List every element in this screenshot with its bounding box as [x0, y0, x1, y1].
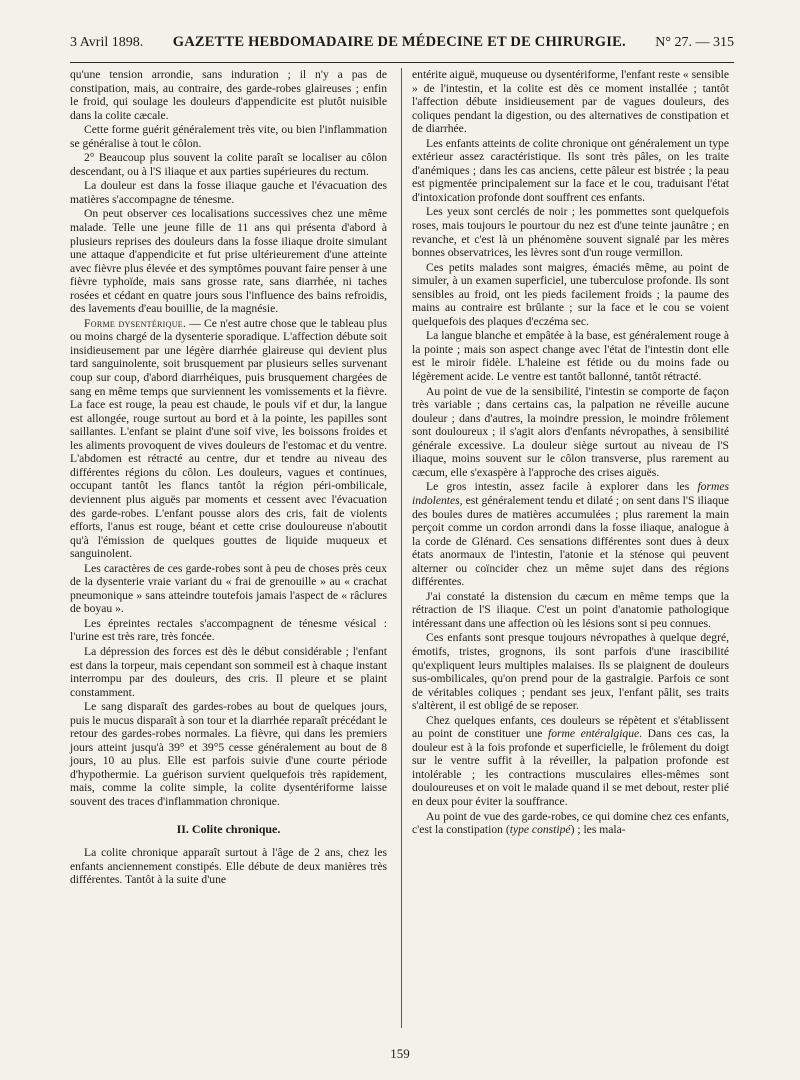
- italic-term: forme entéralgique: [547, 727, 640, 741]
- paragraph: La colite chronique apparaît surtout à l'âge de 2 ans, chez les enfants anciennement constipés. Elle débute de deux manières très différentes. Tantôt à la suite d'une: [70, 846, 387, 887]
- paragraph: Les yeux sont cerclés de noir ; les pommettes sont quelquefois roses, mais toujours le pourtour du nez est d'une teinte jaunâtre ; en revanche, et c'est là un phénomène souvent signalé par les mères bonnes observatrices, les lèvres sont d'un rouge vermillon.: [412, 205, 729, 260]
- paragraph-text: — Ce n'est autre chose que le tableau plus ou moins chargé de la dysenterie sporadique. L'affection débute soit insidieusement par une légère diarrhée glaireuse qui devient plus tard sanguinolente, soit brusquement par plusieurs selles survenant coup sur coup, d'abord diarrhéiques, puis brusquement chargées de sang en même temps que surviennent les vomissements et la fièvre. La face est rouge, la peau est chaude, le pouls vif et dur, la langue est allongée, rouge surtout au bord et à la pointe, les papilles sont saillantes. L'enfant se plaint d'une soif vive, les boissons froides et les aliments provoquent de vives douleurs de l'estomac et du ventre. L'abdomen est rétracté au centre, dur et tendre au niveau des différentes régions du côlon. Les douleurs, vagues et continues, occupant tantôt les flancs tantôt la région péri-ombilicale, deviennent plus aiguës par moments et cessent avec l'évacuation des garde-robes. L'enfant pousse alors des cris, fait de violents efforts, l'anus est rouge, béant et cette crise douloureuse n'aboutit qu'à l'émission de quelques gouttes de liquide muqueux et sanguinolent.: [70, 316, 387, 561]
- paragraph: Les caractères de ces garde-robes sont à peu de choses près ceux de la dysenterie vraie variant du « frai de grenouille » au « crachat pneumonique » sans atteindre toutefois jamais l'aspect de « râclures de boyau ».: [70, 561, 387, 616]
- paragraph: On peut observer ces localisations successives chez une même malade. Telle une jeune fille de 11 ans qui présenta d'abord à plusieurs reprises des douleurs dans la fosse iliaque droite simulant une attaque d'appendicite et fut prise ultérieurement d'une atteinte avec fièvre plus élevée et des symptômes pouvant faire penser à une fièvre typhoïde, mais sans grosse rate, sans diarrhée, ni taches rosées et cédant en quatre jours sous l'influence des bains refroidis, des lavements d'eau bouillie, de la magnésie.: [70, 207, 387, 316]
- paragraph: Les enfants atteints de colite chronique ont généralement un type extérieur assez caractéristique. Ils sont très pâles, on les traite d'anémiques ; dans les cas anciens, cette pâleur est bistrée ; la peau est pigmentée principalement sur la face et le cou, traduisant l'état d'intoxication profonde dont souffrent ces enfants.: [412, 136, 729, 204]
- italic-term: formes indolentes: [412, 480, 729, 507]
- left-column: [70, 68, 387, 888]
- paragraph: 2° Beaucoup plus souvent la colite paraît se localiser au côlon descendant, ou à l'S iliaque et aux parties supérieures du rectum.: [70, 151, 387, 178]
- paragraph: [412, 480, 729, 588]
- section-heading: II. Colite chronique.: [176, 821, 281, 836]
- paragraph-text: . Dans ces cas, la douleur est à la fois profonde et superficielle, le frôlement du doigt sur le ventre suffit à la réveiller, la palpation profonde est intolérable ; les contractions musculaires elles-mêmes sont douloureuses et on voit le malade quand il se met debout, rester plié en deux pour éviter la souffrance.: [412, 727, 729, 808]
- paragraph-text: Au point de vue des garde-robes, ce qui domine chez ces enfants, c'est la constipation (: [412, 809, 729, 837]
- paragraph: qu'une tension arrondie, sans induration ; il n'y a pas de constipation, mais, au contraire, des garde-robes glaireuses ; enfin le froid, qui soulage les douleurs d'appendicite est plutôt nuisible dans la colite cæcale.: [70, 68, 387, 122]
- paragraph: Les épreintes rectales s'accompagnent de ténesme vésical : l'urine est très rare, très foncée.: [70, 616, 387, 644]
- paragraph-text: , est généralement tendu et dilaté ; on sent dans l'S iliaque des boules dures de matières accumulées ; plus rarement la main perçoit comme un cordon arrondi dans la fosse iliaque, analogue à la corde de Glénard. Ces sensations différentes sont dues à deux états anormaux de l'intestin, l'atonie et la sténose qui peuvent alterner ou coïncider chez un même sujet dans des régions différentes.: [412, 493, 729, 589]
- paragraph: [412, 714, 729, 809]
- paragraph-text: Chez quelques enfants, ces douleurs se répètent et s'établissent au point de constituer une: [412, 713, 729, 741]
- paragraph: Au point de vue de la sensibilité, l'intestin se comporte de façon très variable ; dans certains cas, la palpation ne réveille aucune douleur ; dans d'autres, la moindre pression, le moindre frôlement sont douloureux ; il s'agit alors d'enfants névropathes, à sensibilité générale excessive. La douleur siège surtout au niveau de l'S iliaque, moins souvent sur le côlon transverse, plus rarement au cæcum, elle s'exaspère à l'approche des crises aiguës.: [412, 384, 729, 479]
- column-divider: [401, 68, 402, 1028]
- paragraph: [412, 810, 729, 837]
- right-column: [412, 68, 729, 838]
- paragraph: Cette forme guérit généralement très vite, ou bien l'inflammation se généralise à tout le côlon.: [70, 123, 387, 150]
- header-issue-number: N° 27. — 315: [655, 35, 734, 50]
- paragraph: La langue blanche et empâtée à la base, est généralement rouge à la pointe ; mais son aspect change avec l'état de l'intestin dont elle est le miroir fidèle. L'haleine est fétide ou du moins fade ou légèrement acide. Le ventre est tantôt ballonné, tantôt rétracté.: [412, 329, 729, 384]
- paragraph: La douleur est dans la fosse iliaque gauche et l'évacuation des matières s'accompagne de ténesme.: [70, 179, 387, 206]
- run-in-heading: Forme dysentérique.: [84, 316, 187, 330]
- paragraph: J'ai constaté la distension du cæcum en même temps que la rétraction de l'S iliaque. C'est un point d'anatomie pathologique intéressant dans une affection où les lésions sont si peu connues.: [412, 589, 729, 630]
- header-journal-title: GAZETTE HEBDOMADAIRE DE MÉDECINE ET DE CHIRURGIE.: [172, 34, 626, 50]
- header-rule: [70, 62, 734, 63]
- header-date: 3 Avril 1898.: [70, 35, 144, 50]
- running-header: [70, 34, 734, 56]
- paragraph-text: ) ; les mala-: [570, 823, 626, 837]
- paragraph: Le sang disparaît des gardes-robes au bout de quelques jours, puis le mucus disparaît à son tour et la diarrhée reparaît précédant le retour des gardes-robes normales. La fièvre, qui dans les premiers jours atteint jusqu'à 39° et 39°5 cesse généralement au bout de 8 jours, 10 au plus. Elle est parfois suivie d'une courte période d'hypothermie. La guérison survient quelquefois très rapidement, mais, comme la colite simple, la colite dysentériforme laisse souvent des traces d'inflammation chronique.: [70, 700, 387, 808]
- page-number: 159: [390, 1046, 410, 1061]
- paragraph: Ces petits malades sont maigres, émaciés même, au point de simuler, à un examen superficiel, une tuberculose profonde. Ils sont sensibles au froid, ont les pieds facilement froids ; la paume des mains au contraire est brûlante ; sur la face et le cou se voient quelquefois des plaques d'eczéma sec.: [412, 260, 729, 328]
- paragraph: La dépression des forces est dès le début considérable ; l'enfant est dans la torpeur, mais cependant son sommeil est à chaque instant interrompu par des douleurs, des cris. Il pleure et se plaint constamment.: [70, 644, 387, 699]
- italic-term: type constipé: [509, 823, 571, 837]
- paragraph-text: Le gros intestin, assez facile à explorer dans les: [426, 480, 698, 494]
- paragraph: [70, 317, 387, 561]
- paragraph: entérite aiguë, muqueuse ou dysentériforme, l'enfant reste « sensible » de l'intestin, et la colite est dès ce moment installée ; tantôt l'affection débute insidieusement par de vagues douleurs, des coliques pendant la digestion, ou des alternatives de constipation et de diarrhée.: [412, 68, 729, 136]
- paragraph: Ces enfants sont presque toujours névropathes à quelque degré, émotifs, tristes, grognons, ils sont parfois d'une irascibilité qu'expliquent leurs multiples malaises. Ils se plaignent de douleurs sus-ombilicales, qu'on prend pour de la gastralgie. Parfois ce sont de véritables coliques ; pendant ses jeux, l'enfant pâlit, ses traits s'altèrent, il est obligé de se reposer.: [412, 631, 729, 713]
